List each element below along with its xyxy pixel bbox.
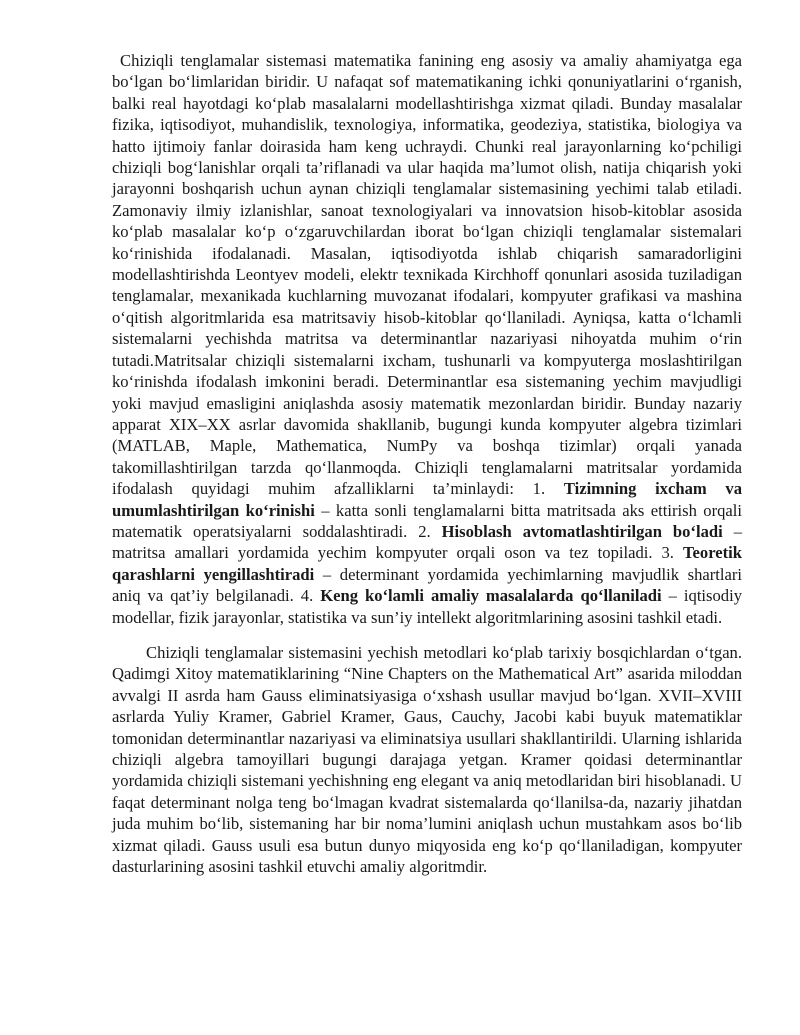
text-span: – determinant yordamida yechimlarning mavjudlik shartlari aniq va qat’iy belgilanadi. 4. <box>112 564 742 606</box>
bold-point-4: Keng ko‘lamli amaliy masalalarda qo‘llaniladi <box>320 586 662 606</box>
text-span: Chiziqli tenglamalar sistemasi matematika fanining eng asosiy va amaliy ahamiyatga ega bo‘lgan bo‘limlaridan biridir. U nafaqat sof matematikaning ichki qonuniyatlarini o‘rganish, balki real hayotdagi ko‘plab masalalarni modellashtirishga xizmat qiladi. Bunday masalalar fizika, iqtisodiyot, muhandislik, texnologiya, informatika, geodeziya, statistika, biologiya va hatto ijtimoiy fanlar doirasida ham keng uchraydi. Chunki real jarayonlarning ko‘pchiligi chiziqli bog‘lanishlar orqali ta’riflanadi va ular haqida ma’lumot olish, natija chiqarish yoki jarayonni boshqarish uchun aynan chiziqli tenglamalar sistemasining yechimi talab etiladi. Zamonaviy ilmiy izlanishlar, sanoat texnologiyalari va innovatsion hisob-kitoblar asosida ko‘plab masalalar ko‘p o‘zgaruvchilardan iborat bo‘lgan chiziqli tenglamalar sistemalari ko‘rinishida ifodalanadi. Masalan, iqtisodiyotda ishlab chiqarish samaradorligini modellashtirishda Leontyev modeli, elektr texnikada Kirchhoff qonunlari asosida tuziladigan tenglamalar, mexanikada kuchlarning muvozanat ifodalari, kompyuter grafikasi va mashina o‘qitish algoritmlarida esa matritsaviy hisob-kitoblar qo‘llaniladi. Ayniqsa, katta o‘lchamli sistemalarni yechishda matritsa va determinantlar nazariyasi nihoyatda muhim o‘rin tutadi.Matritsalar chiziqli sistemalarni ixcham, tushunarli va kompyuterga moslashtirilgan ko‘rinishda ifodalash imkonini beradi. Determinantlar esa sistemaning yechim mavjudligi yoki mavjud emasligini aniqlashda asosiy matematik mezonlardan biridir. Bunday nazariy apparat XIX–XX asrlar davomida shakllanib, bugungi kunda kompyuter algebra tizimlari (MATLAB, Maple, Mathematica, NumPy va boshqa tizimlar) orqali yanada takomillashtirilgan tarzda qo‘llanmoqda. Chiziqli tenglamalarni matritsalar yordamida ifodalash quyidagi muhim afzalliklarni ta’minlaydi: 1. <box>112 51 742 499</box>
text-span: – katta sonli tenglamalarni bitta matritsada aks ettirish orqali matematik operatsiyalarni soddalashtiradi. 2. <box>112 500 742 541</box>
text-span: Chiziqli tenglamalar sistemasini yechish metodlari ko‘plab tarixiy bosqichlardan o‘tgan. Qadimgi Xitoy matematiklarining “Nine Chapters on the Mathematical Art” asarida miloddan avvalgi II asrda ham Gauss eliminatsiyasiga o‘xshash usullar mavjud bo‘lgan. XVII–XVIII asrlarda Yuliy Kramer, Gabriel Kramer, Gaus, Cauchy, Jacobi kabi buyuk matematiklar tomonidan determinantlar nazariyasi va eliminatsiya usullari shakllantirildi. Ularning ishlarida chiziqli algebra tamoyillari bugungi darajaga yetgan. Kramer qoidasi determinantlar yordamida chiziqli sistemani yechishning eng elegant va aniq metodlaridan biri hisoblanadi. U faqat determinant nolga teng bo‘lmagan kvadrat sistemalarda qo‘llanilsa-da, nazariy jihatdan juda muhim bo‘lib, sistemaning har bir noma’lumini aniqlash uchun mustahkam asos bo‘lib xizmat qiladi. Gauss usuli esa butun dunyo miqyosida eng ko‘p qo‘llaniladigan, kompyuter dasturlarining asosini tashkil etuvchi amaliy algoritmdir. <box>112 642 742 877</box>
text-span: – iqtisodiy modellar, fizik jarayonlar, statistika va sun’iy intellekt algoritmlarining asosini tashkil etadi. <box>112 586 743 627</box>
bold-point-2: Hisoblash avtomatlashtirilgan bo‘ladi <box>441 521 723 541</box>
bold-point-3: Teoretik qarashlarni yengillashtiradi <box>112 543 742 584</box>
bold-point-1: Tizimning ixcham va umumlashtirilgan ko‘rinishi <box>112 479 742 520</box>
paragraph-history <box>112 642 742 877</box>
document-page <box>112 50 742 877</box>
paragraph-intro <box>112 50 742 628</box>
text-span: – matritsa amallari yordamida yechim kompyuter orqali oson va tez topiladi. 3. <box>112 521 742 563</box>
